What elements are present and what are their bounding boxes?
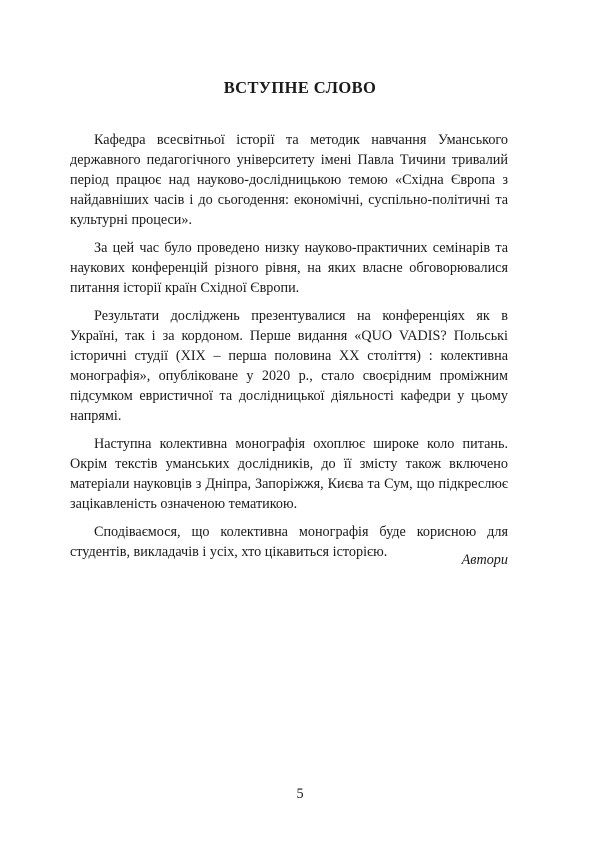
paragraph-department-research: Кафедра всесвітньої історії та методик навчання Уманського державного педагогічного університету імені Павла Тичини тривалий період працює над науково-дослідницькою темою «Східна Європа з найдавніших часів і до сьогодення: економічні, суспільно-політичні та культурні процеси». [70,132,508,228]
paragraph-next-monograph: Наступна колективна монографія охоплює широке коло питань. Окрім текстів уманських дослідників, до її змісту також включено матеріали науковців з Дніпра, Запоріжжя, Києва та Сум, що підкреслює зацікавленість означеною тематикою. [70,436,508,512]
signature-authors: Автори [461,552,508,568]
paragraph-results: Результати досліджень презентувалися на конференціях як в Україні, так і за кордоном. Перше видання «QUO VADIS? Польські історичні студії (XIX – перша половина XX століття) : колективна монографія», опубліковане у 2020 р., стало своєрідним проміжним підсумком евристичної та дослідницької діяльності кафедри у цьому напрямі. [70,308,508,424]
paragraph-hope: Сподіваємося, що колективна монографія буде корисною для студентів, викладачів і усіх, хто цікавиться історією. [70,524,508,560]
body-text [70,130,508,562]
page-title: ВСТУПНЕ СЛОВО [223,78,377,97]
page-number: 5 [296,786,304,802]
paragraph-seminars: За цей час було проведено низку науково-практичних семінарів та наукових конференцій різного рівня, на яких власне обговорювалися питання історії країн Східної Європи. [70,240,508,296]
